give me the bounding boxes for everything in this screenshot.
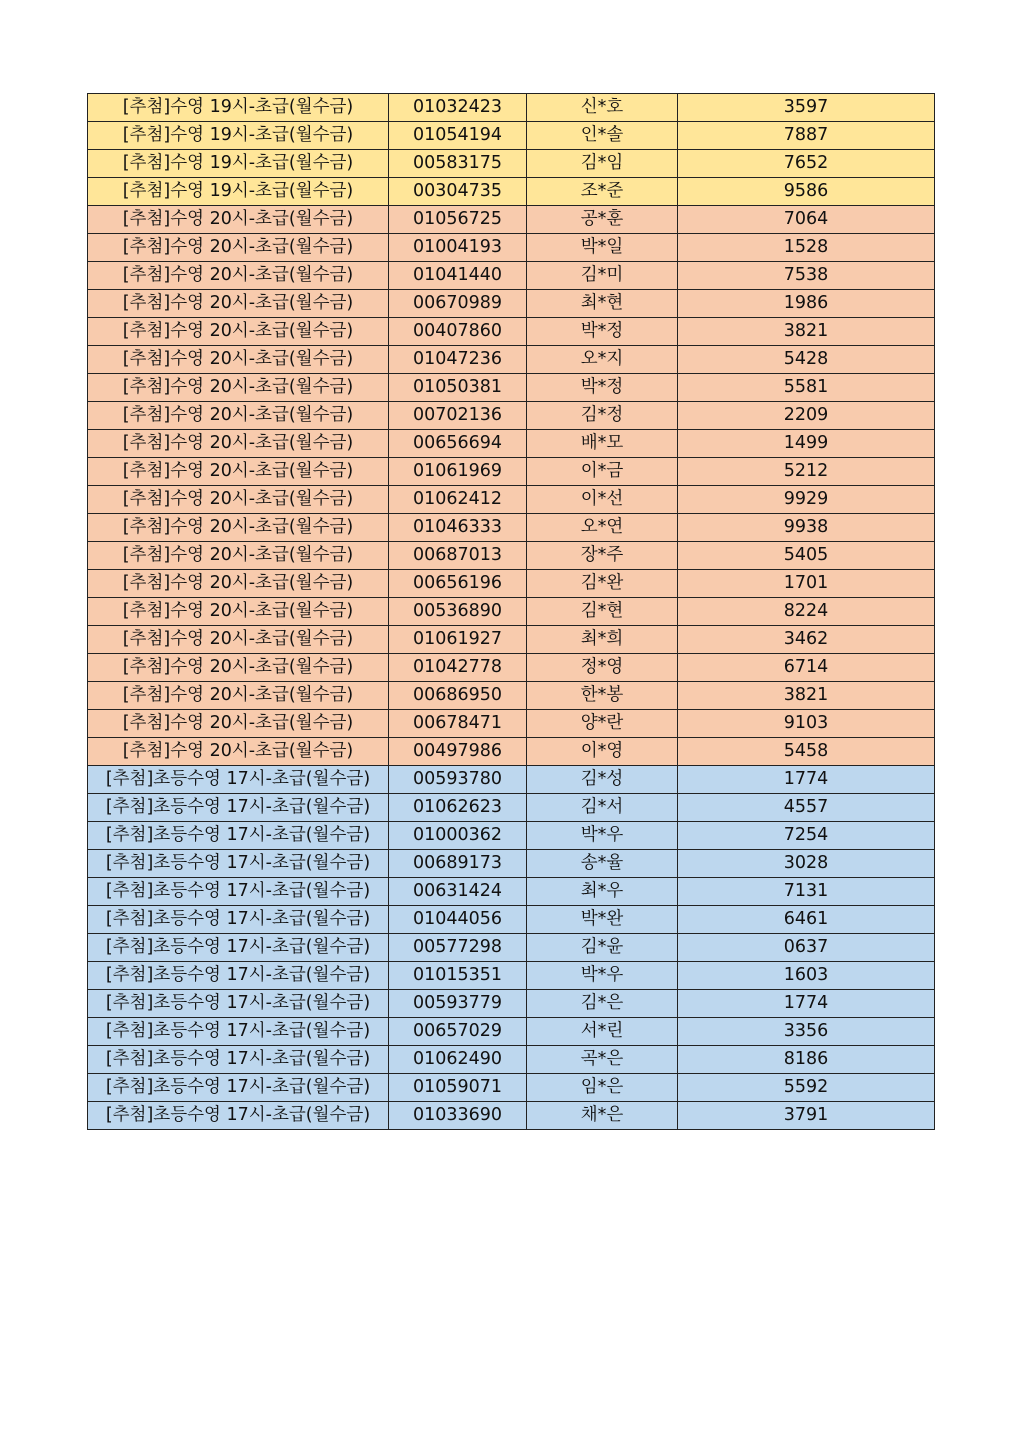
- course-cell: [추첨]수영 20시-초급(월수금): [88, 570, 389, 598]
- course-cell: [추첨]수영 20시-초급(월수금): [88, 738, 389, 766]
- member-number-cell: 01054194: [389, 122, 527, 150]
- phone-last4-cell: 4557: [678, 794, 935, 822]
- table-row: [88, 1018, 935, 1046]
- phone-last4-cell: 5428: [678, 346, 935, 374]
- member-number-cell: 00536890: [389, 598, 527, 626]
- phone-last4-cell: 5458: [678, 738, 935, 766]
- member-number-cell: 01061969: [389, 458, 527, 486]
- name-cell: 김*미: [527, 262, 678, 290]
- table-row: [88, 850, 935, 878]
- table-row: [88, 878, 935, 906]
- phone-last4-cell: 7887: [678, 122, 935, 150]
- course-cell: [추첨]수영 20시-초급(월수금): [88, 486, 389, 514]
- name-cell: 박*정: [527, 318, 678, 346]
- phone-last4-cell: 2209: [678, 402, 935, 430]
- course-cell: [추첨]수영 19시-초급(월수금): [88, 122, 389, 150]
- table-row: [88, 94, 935, 122]
- name-cell: 김*임: [527, 150, 678, 178]
- table-row: [88, 206, 935, 234]
- name-cell: 송*율: [527, 850, 678, 878]
- name-cell: 장*주: [527, 542, 678, 570]
- course-cell: [추첨]초등수영 17시-초급(월수금): [88, 1046, 389, 1074]
- member-number-cell: 01032423: [389, 94, 527, 122]
- table-row: [88, 178, 935, 206]
- phone-last4-cell: 5581: [678, 374, 935, 402]
- name-cell: 곡*은: [527, 1046, 678, 1074]
- table-row: [88, 402, 935, 430]
- name-cell: 김*은: [527, 990, 678, 1018]
- table-row: [88, 1074, 935, 1102]
- table-body: [88, 94, 935, 1130]
- phone-last4-cell: 3597: [678, 94, 935, 122]
- phone-last4-cell: 3462: [678, 626, 935, 654]
- table-row: [88, 822, 935, 850]
- phone-last4-cell: 1528: [678, 234, 935, 262]
- course-cell: [추첨]초등수영 17시-초급(월수금): [88, 1102, 389, 1130]
- course-cell: [추첨]수영 19시-초급(월수금): [88, 178, 389, 206]
- course-cell: [추첨]수영 20시-초급(월수금): [88, 598, 389, 626]
- table-row: [88, 346, 935, 374]
- member-number-cell: 01062490: [389, 1046, 527, 1074]
- name-cell: 배*모: [527, 430, 678, 458]
- member-number-cell: 00304735: [389, 178, 527, 206]
- name-cell: 박*우: [527, 962, 678, 990]
- course-cell: [추첨]초등수영 17시-초급(월수금): [88, 878, 389, 906]
- course-cell: [추첨]초등수영 17시-초급(월수금): [88, 1074, 389, 1102]
- table-row: [88, 486, 935, 514]
- member-number-cell: 01056725: [389, 206, 527, 234]
- name-cell: 최*현: [527, 290, 678, 318]
- course-cell: [추첨]수영 20시-초급(월수금): [88, 458, 389, 486]
- member-number-cell: 01015351: [389, 962, 527, 990]
- name-cell: 박*정: [527, 374, 678, 402]
- table-row: [88, 374, 935, 402]
- table-row: [88, 766, 935, 794]
- phone-last4-cell: 3821: [678, 682, 935, 710]
- table-row: [88, 654, 935, 682]
- name-cell: 채*은: [527, 1102, 678, 1130]
- name-cell: 김*현: [527, 598, 678, 626]
- course-cell: [추첨]수영 20시-초급(월수금): [88, 654, 389, 682]
- course-cell: [추첨]초등수영 17시-초급(월수금): [88, 850, 389, 878]
- member-number-cell: 00497986: [389, 738, 527, 766]
- phone-last4-cell: 1701: [678, 570, 935, 598]
- lottery-result-table: [87, 93, 935, 1130]
- member-number-cell: 01000362: [389, 822, 527, 850]
- course-cell: [추첨]수영 20시-초급(월수금): [88, 626, 389, 654]
- member-number-cell: 01047236: [389, 346, 527, 374]
- member-number-cell: 00702136: [389, 402, 527, 430]
- phone-last4-cell: 1499: [678, 430, 935, 458]
- member-number-cell: 01042778: [389, 654, 527, 682]
- table-row: [88, 934, 935, 962]
- member-number-cell: 00593779: [389, 990, 527, 1018]
- table-row: [88, 1102, 935, 1130]
- member-number-cell: 01059071: [389, 1074, 527, 1102]
- course-cell: [추첨]수영 20시-초급(월수금): [88, 318, 389, 346]
- table-row: [88, 290, 935, 318]
- phone-last4-cell: 5592: [678, 1074, 935, 1102]
- name-cell: 김*정: [527, 402, 678, 430]
- course-cell: [추첨]수영 20시-초급(월수금): [88, 374, 389, 402]
- table-row: [88, 542, 935, 570]
- name-cell: 서*린: [527, 1018, 678, 1046]
- course-cell: [추첨]초등수영 17시-초급(월수금): [88, 1018, 389, 1046]
- member-number-cell: 01062623: [389, 794, 527, 822]
- table-row: [88, 262, 935, 290]
- phone-last4-cell: 5212: [678, 458, 935, 486]
- table-row: [88, 990, 935, 1018]
- name-cell: 최*우: [527, 878, 678, 906]
- course-cell: [추첨]초등수영 17시-초급(월수금): [88, 990, 389, 1018]
- course-cell: [추첨]초등수영 17시-초급(월수금): [88, 766, 389, 794]
- name-cell: 김*서: [527, 794, 678, 822]
- member-number-cell: 00656694: [389, 430, 527, 458]
- name-cell: 김*완: [527, 570, 678, 598]
- course-cell: [추첨]수영 20시-초급(월수금): [88, 290, 389, 318]
- course-cell: [추첨]수영 20시-초급(월수금): [88, 430, 389, 458]
- name-cell: 오*지: [527, 346, 678, 374]
- phone-last4-cell: 1774: [678, 990, 935, 1018]
- member-number-cell: 00678471: [389, 710, 527, 738]
- table-row: [88, 318, 935, 346]
- phone-last4-cell: 6714: [678, 654, 935, 682]
- table-row: [88, 710, 935, 738]
- course-cell: [추첨]수영 20시-초급(월수금): [88, 710, 389, 738]
- member-number-cell: 01050381: [389, 374, 527, 402]
- course-cell: [추첨]초등수영 17시-초급(월수금): [88, 962, 389, 990]
- table-row: [88, 962, 935, 990]
- name-cell: 이*금: [527, 458, 678, 486]
- member-number-cell: 00686950: [389, 682, 527, 710]
- name-cell: 최*희: [527, 626, 678, 654]
- phone-last4-cell: 9929: [678, 486, 935, 514]
- name-cell: 한*봉: [527, 682, 678, 710]
- phone-last4-cell: 3028: [678, 850, 935, 878]
- member-number-cell: 01041440: [389, 262, 527, 290]
- name-cell: 오*연: [527, 514, 678, 542]
- phone-last4-cell: 1774: [678, 766, 935, 794]
- member-number-cell: 01061927: [389, 626, 527, 654]
- name-cell: 박*일: [527, 234, 678, 262]
- member-number-cell: 00583175: [389, 150, 527, 178]
- table-row: [88, 738, 935, 766]
- phone-last4-cell: 7131: [678, 878, 935, 906]
- member-number-cell: 00631424: [389, 878, 527, 906]
- course-cell: [추첨]수영 19시-초급(월수금): [88, 94, 389, 122]
- course-cell: [추첨]수영 20시-초급(월수금): [88, 402, 389, 430]
- member-number-cell: 01044056: [389, 906, 527, 934]
- phone-last4-cell: 5405: [678, 542, 935, 570]
- table-row: [88, 234, 935, 262]
- course-cell: [추첨]초등수영 17시-초급(월수금): [88, 906, 389, 934]
- phone-last4-cell: 9938: [678, 514, 935, 542]
- course-cell: [추첨]초등수영 17시-초급(월수금): [88, 822, 389, 850]
- phone-last4-cell: 3791: [678, 1102, 935, 1130]
- member-number-cell: 00656196: [389, 570, 527, 598]
- phone-last4-cell: 3356: [678, 1018, 935, 1046]
- member-number-cell: 01004193: [389, 234, 527, 262]
- member-number-cell: 01046333: [389, 514, 527, 542]
- table-row: [88, 626, 935, 654]
- member-number-cell: 01062412: [389, 486, 527, 514]
- course-cell: [추첨]수영 20시-초급(월수금): [88, 346, 389, 374]
- table-row: [88, 794, 935, 822]
- phone-last4-cell: 7064: [678, 206, 935, 234]
- table-row: [88, 1046, 935, 1074]
- course-cell: [추첨]수영 20시-초급(월수금): [88, 542, 389, 570]
- member-number-cell: 00670989: [389, 290, 527, 318]
- course-cell: [추첨]초등수영 17시-초급(월수금): [88, 934, 389, 962]
- phone-last4-cell: 1603: [678, 962, 935, 990]
- name-cell: 정*영: [527, 654, 678, 682]
- phone-last4-cell: 3821: [678, 318, 935, 346]
- phone-last4-cell: 7254: [678, 822, 935, 850]
- name-cell: 박*완: [527, 906, 678, 934]
- table-row: [88, 906, 935, 934]
- table-row: [88, 150, 935, 178]
- name-cell: 신*호: [527, 94, 678, 122]
- member-number-cell: 00687013: [389, 542, 527, 570]
- name-cell: 인*솔: [527, 122, 678, 150]
- member-number-cell: 01033690: [389, 1102, 527, 1130]
- phone-last4-cell: 9103: [678, 710, 935, 738]
- course-cell: [추첨]수영 19시-초급(월수금): [88, 150, 389, 178]
- course-cell: [추첨]수영 20시-초급(월수금): [88, 514, 389, 542]
- name-cell: 이*선: [527, 486, 678, 514]
- table-row: [88, 458, 935, 486]
- course-cell: [추첨]초등수영 17시-초급(월수금): [88, 794, 389, 822]
- member-number-cell: 00657029: [389, 1018, 527, 1046]
- table-row: [88, 598, 935, 626]
- member-number-cell: 00407860: [389, 318, 527, 346]
- phone-last4-cell: 1986: [678, 290, 935, 318]
- name-cell: 김*윤: [527, 934, 678, 962]
- table-row: [88, 682, 935, 710]
- phone-last4-cell: 0637: [678, 934, 935, 962]
- name-cell: 양*란: [527, 710, 678, 738]
- course-cell: [추첨]수영 20시-초급(월수금): [88, 262, 389, 290]
- phone-last4-cell: 8224: [678, 598, 935, 626]
- name-cell: 임*은: [527, 1074, 678, 1102]
- member-number-cell: 00577298: [389, 934, 527, 962]
- phone-last4-cell: 8186: [678, 1046, 935, 1074]
- name-cell: 김*성: [527, 766, 678, 794]
- name-cell: 이*영: [527, 738, 678, 766]
- phone-last4-cell: 7652: [678, 150, 935, 178]
- phone-last4-cell: 7538: [678, 262, 935, 290]
- table-row: [88, 514, 935, 542]
- course-cell: [추첨]수영 20시-초급(월수금): [88, 206, 389, 234]
- name-cell: 공*훈: [527, 206, 678, 234]
- member-number-cell: 00689173: [389, 850, 527, 878]
- name-cell: 박*우: [527, 822, 678, 850]
- phone-last4-cell: 9586: [678, 178, 935, 206]
- phone-last4-cell: 6461: [678, 906, 935, 934]
- name-cell: 조*준: [527, 178, 678, 206]
- table-row: [88, 430, 935, 458]
- course-cell: [추첨]수영 20시-초급(월수금): [88, 234, 389, 262]
- table-row: [88, 122, 935, 150]
- course-cell: [추첨]수영 20시-초급(월수금): [88, 682, 389, 710]
- table-row: [88, 570, 935, 598]
- member-number-cell: 00593780: [389, 766, 527, 794]
